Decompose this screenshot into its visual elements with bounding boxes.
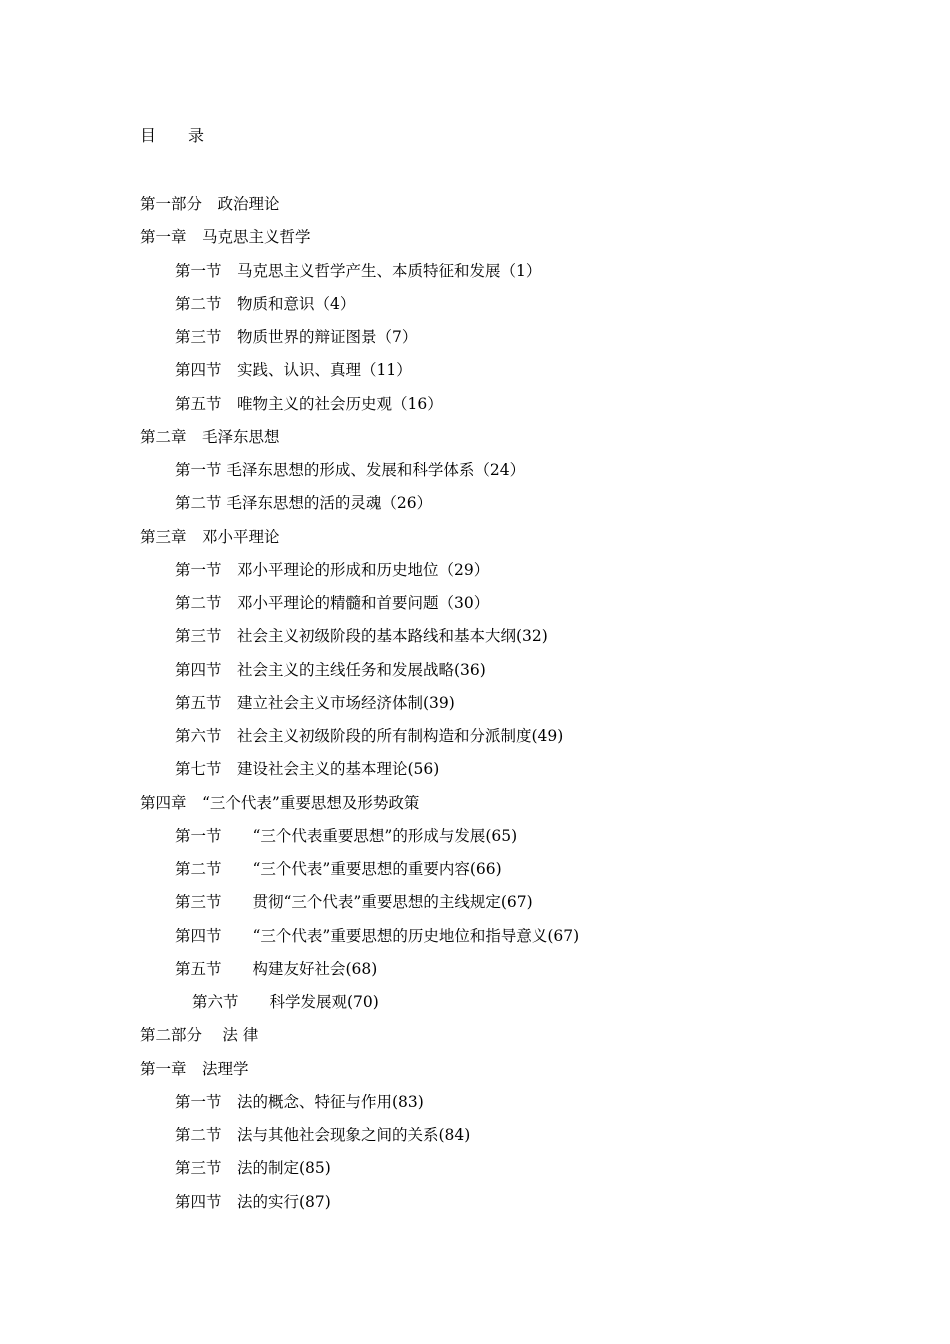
toc-section[interactable]: 第四节 社会主义的主线任务和发展战略(36) [175,660,486,679]
toc-section[interactable]: 第七节 建设社会主义的基本理论(56) [175,760,440,779]
toc-chapter-3[interactable]: 第三章 邓小平理论 [140,527,280,546]
toc-section[interactable]: 第二节 法与其他社会现象之间的关系(84) [175,1126,471,1144]
toc-section[interactable]: 第二节 邓小平理论的精髓和首要问题（30） [175,594,490,612]
toc-section[interactable]: 第二节 物质和意识（4） [175,294,356,313]
toc-section[interactable]: 第一节 邓小平理论的形成和历史地位（29） [175,560,490,579]
toc-section[interactable]: 第一节 法的概念、特征与作用(83) [175,1092,424,1111]
toc-section[interactable]: 第六节 科学发展观(70) [192,993,379,1011]
toc-section[interactable]: 第三节 社会主义初级阶段的基本路线和基本大纲(32) [175,627,548,646]
toc-chapter-2[interactable]: 第二章 毛泽东思想 [140,427,280,446]
toc-section[interactable]: 第五节 构建友好社会(68) [175,959,378,978]
toc-section[interactable]: 第二节 “三个代表”重要思想的重要内容(66) [175,860,502,878]
toc-section[interactable]: 第四节 法的实行(87) [175,1192,331,1211]
toc-part-2[interactable]: 第二部分 法 律 [140,1026,259,1045]
toc-section[interactable]: 第三节 法的制定(85) [175,1159,331,1178]
toc-section[interactable]: 第一节 马克思主义哲学产生、本质特征和发展（1） [175,261,542,280]
toc-section[interactable]: 第四节 实践、认识、真理（11） [175,361,412,380]
toc-section[interactable]: 第三节 物质世界的辩证图景（7） [175,328,418,346]
table-of-contents [140,190,900,1221]
toc-chapter-1-law[interactable]: 第一章 法理学 [140,1059,249,1078]
toc-section[interactable]: 第一节 毛泽东思想的形成、发展和科学体系（24） [175,461,526,479]
toc-section[interactable]: 第五节 建立社会主义市场经济体制(39) [175,693,455,712]
toc-section[interactable]: 第四节 “三个代表”重要思想的历史地位和指导意义(67) [175,926,580,945]
toc-section[interactable]: 第五节 唯物主义的社会历史观（16） [175,394,443,413]
toc-section[interactable]: 第二节 毛泽东思想的活的灵魂（26） [175,494,433,513]
toc-section[interactable]: 第三节 贯彻“三个代表”重要思想的主线规定(67) [175,893,533,912]
toc-chapter-4[interactable]: 第四章 “三个代表”重要思想及形势政策 [140,793,420,812]
toc-title: 目 录 [140,126,205,145]
toc-section[interactable]: 第一节 “三个代表重要思想”的形成与发展(65) [175,826,518,845]
toc-section[interactable]: 第六节 社会主义初级阶段的所有制构造和分派制度(49) [175,727,564,745]
toc-chapter-1[interactable]: 第一章 马克思主义哲学 [140,228,311,247]
toc-part-1[interactable]: 第一部分 政治理论 [140,195,280,213]
